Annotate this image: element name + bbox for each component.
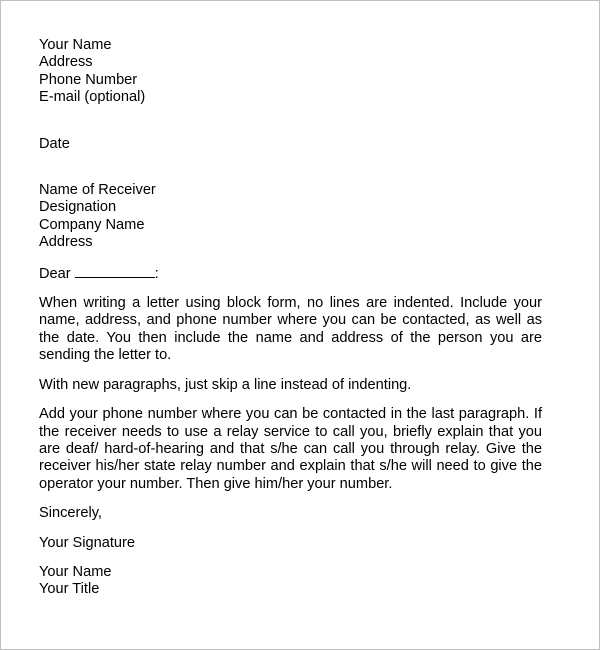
sender-address: Address xyxy=(39,54,93,71)
salutation-suffix: : xyxy=(154,265,159,282)
salutation xyxy=(39,264,542,283)
salutation-blank xyxy=(75,264,155,278)
sender-phone: Phone Number xyxy=(39,71,138,88)
signoff-name: Your Name xyxy=(39,563,112,580)
body-paragraph-1: When writing a letter using block form, no lines are indented. Include your name, address, and phone number where you can be contacted, as well as the date. You then include the name and address of the person you are sending the letter to. xyxy=(39,295,542,364)
body-paragraph-3: Add your phone number where you can be contacted in the last paragraph. If the receiver needs to use a relay service to call you, briefly explain that you are deaf/ hard-of-hearing and that s/he can call you through relay. Give the receiver his/her state relay number and explain that s/he will need to give the operator your number. Then give him/her your number. xyxy=(39,406,542,492)
sender-block xyxy=(39,37,542,107)
sender-email: E-mail (optional) xyxy=(39,89,146,106)
receiver-company: Company Name xyxy=(39,216,145,233)
closing: Sincerely, xyxy=(39,505,102,522)
receiver-address: Address xyxy=(39,234,93,251)
receiver-block xyxy=(39,182,542,252)
signoff-block xyxy=(39,564,542,599)
letter-date: Date xyxy=(39,135,70,152)
receiver-name: Name of Receiver xyxy=(39,182,156,199)
letter-body xyxy=(39,37,542,599)
signature: Your Signature xyxy=(39,534,136,551)
signoff-title: Your Title xyxy=(39,581,100,598)
sender-name: Your Name xyxy=(39,37,112,53)
receiver-designation: Designation xyxy=(39,199,117,216)
salutation-prefix: Dear xyxy=(39,265,71,282)
body-paragraph-2: With new paragraphs, just skip a line instead of indenting. xyxy=(39,376,412,393)
